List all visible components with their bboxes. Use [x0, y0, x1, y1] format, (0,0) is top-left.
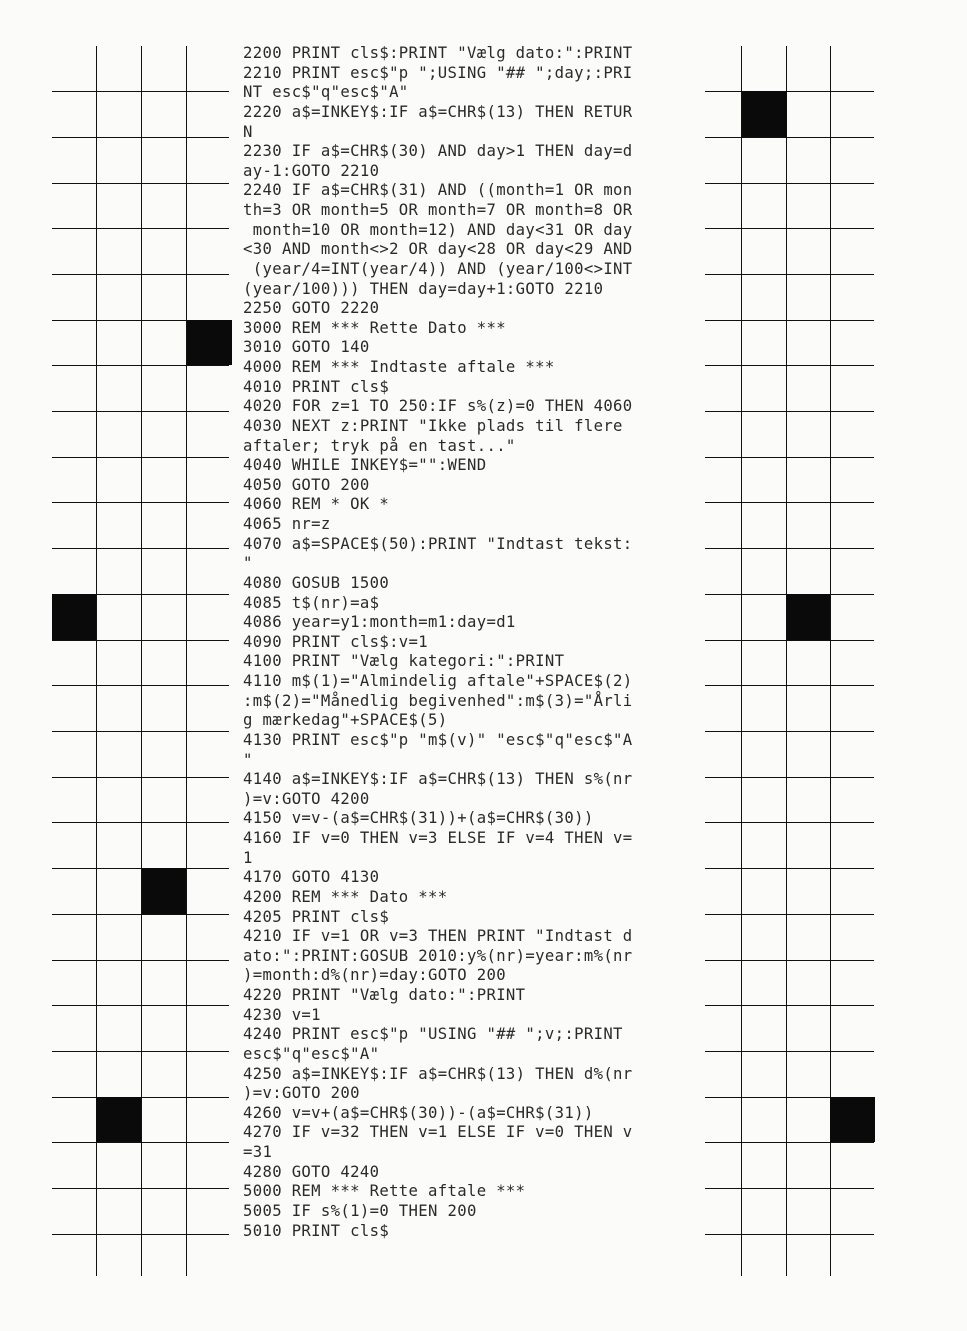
- basic-code-listing: [243, 44, 705, 1241]
- code-line: 4170 GOTO 4130: [243, 868, 380, 887]
- code-line: 4090 PRINT cls$:v=1: [243, 632, 429, 651]
- grid-block: [830, 1097, 875, 1142]
- code-line: )=v:GOTO 200: [243, 1084, 360, 1103]
- code-line: 4230 v=1: [243, 1005, 321, 1024]
- code-line: 3000 REM *** Rette Dato ***: [243, 318, 506, 337]
- grid-block: [786, 594, 830, 640]
- grid-block: [142, 868, 186, 914]
- code-line: 4150 v=v-(a$=CHR$(31))+(a$=CHR$(30)): [243, 809, 594, 828]
- code-line: 4250 a$=INKEY$:IF a$=CHR$(13) THEN d%(nr: [243, 1064, 633, 1083]
- code-line: 4086 year=y1:month=m1:day=d1: [243, 613, 516, 632]
- code-line: 4200 REM *** Dato ***: [243, 887, 448, 906]
- grid-block: [96, 1097, 141, 1142]
- code-line: 4270 IF v=32 THEN v=1 ELSE IF v=0 THEN v: [243, 1123, 633, 1142]
- grid-block: [52, 594, 96, 640]
- code-line: 4260 v=v+(a$=CHR$(30))-(a$=CHR$(31)): [243, 1103, 594, 1122]
- code-line: g mærkedag"+SPACE$(5): [243, 711, 448, 730]
- code-line: 5010 PRINT cls$: [243, 1221, 390, 1240]
- code-line: N: [243, 122, 253, 141]
- code-line: 4210 IF v=1 OR v=3 THEN PRINT "Indtast d: [243, 927, 633, 946]
- code-line: 4100 PRINT "Vælg kategori:":PRINT: [243, 652, 565, 671]
- code-line: 4000 REM *** Indtaste aftale ***: [243, 358, 555, 376]
- code-line: ": [243, 554, 253, 573]
- code-line: 4010 PRINT cls$: [243, 377, 390, 396]
- code-line: 4060 REM * OK *: [243, 495, 390, 514]
- code-line: :m$(2)="Månedlig begivenhed":m$(3)="Årli: [243, 691, 633, 710]
- grid-block: [187, 320, 232, 365]
- code-line: 2220 a$=INKEY$:IF a$=CHR$(13) THEN RETUR: [243, 102, 633, 121]
- code-line: 4140 a$=INKEY$:IF a$=CHR$(13) THEN s%(nr: [243, 770, 633, 789]
- code-line: 5005 IF s%(1)=0 THEN 200: [243, 1201, 477, 1220]
- code-line: 4160 IF v=0 THEN v=3 ELSE IF v=4 THEN v=: [243, 829, 633, 847]
- code-line: 4130 PRINT esc$"p "m$(v)" "esc$"q"esc$"A: [243, 730, 633, 749]
- code-line: =31: [243, 1143, 273, 1161]
- code-line: 2230 IF a$=CHR$(30) AND day>1 THEN day=d: [243, 142, 633, 161]
- code-line: 4030 NEXT z:PRINT "Ikke plads til flere: [243, 416, 623, 435]
- code-line: 4085 t$(nr)=a$: [243, 593, 380, 612]
- grid-block: [742, 91, 787, 137]
- code-line: 5000 REM *** Rette aftale ***: [243, 1182, 526, 1201]
- code-line: 1: [243, 848, 253, 867]
- code-line: 4040 WHILE INKEY$="":WEND: [243, 456, 487, 475]
- code-line: )=v:GOTO 4200: [243, 789, 370, 808]
- code-line: ay-1:GOTO 2210: [243, 161, 380, 180]
- code-line: NT esc$"q"esc$"A": [243, 83, 409, 102]
- code-line: aftaler; tryk på en tast...": [243, 436, 516, 455]
- code-line: (year/100))) THEN day=day+1:GOTO 2210: [243, 279, 604, 298]
- code-line: 2240 IF a$=CHR$(31) AND ((month=1 OR mon: [243, 181, 633, 200]
- code-line: <30 AND month<>2 OR day<28 OR day<29 AND: [243, 240, 633, 259]
- code-line: 4020 FOR z=1 TO 250:IF s%(z)=0 THEN 4060: [243, 397, 633, 416]
- code-line: 2200 PRINT cls$:PRINT "Vælg dato:":PRINT: [243, 44, 633, 62]
- code-line: ato:":PRINT:GOSUB 2010:y%(nr)=year:m%(nr: [243, 946, 633, 965]
- code-line: 4205 PRINT cls$: [243, 907, 390, 926]
- code-line: 4220 PRINT "Vælg dato:":PRINT: [243, 986, 526, 1004]
- code-line: 4065 nr=z: [243, 515, 331, 533]
- code-line: 2210 PRINT esc$"p ";USING "## ";day;:PRI: [243, 63, 633, 82]
- code-line: 3010 GOTO 140: [243, 338, 370, 357]
- code-line: 4070 a$=SPACE$(50):PRINT "Indtast tekst:: [243, 534, 633, 553]
- code-line: esc$"q"esc$"A": [243, 1044, 380, 1063]
- code-line: 4080 GOSUB 1500: [243, 573, 390, 592]
- code-line: th=3 OR month=5 OR month=7 OR month=8 OR: [243, 201, 633, 219]
- code-line: 4050 GOTO 200: [243, 475, 370, 494]
- code-line: 4240 PRINT esc$"p "USING "## ";v;:PRINT: [243, 1025, 623, 1044]
- code-line: ": [243, 750, 253, 769]
- code-line: 2250 GOTO 2220: [243, 299, 380, 318]
- code-line: 4110 m$(1)="Almindelig aftale"+SPACE$(2): [243, 672, 633, 690]
- code-line: month=10 OR month=12) AND day<31 OR day: [243, 220, 633, 239]
- code-line: )=month:d%(nr)=day:GOTO 200: [243, 966, 506, 985]
- code-line: 4280 GOTO 4240: [243, 1162, 380, 1181]
- code-line: (year/4=INT(year/4)) AND (year/100<>INT: [243, 259, 633, 278]
